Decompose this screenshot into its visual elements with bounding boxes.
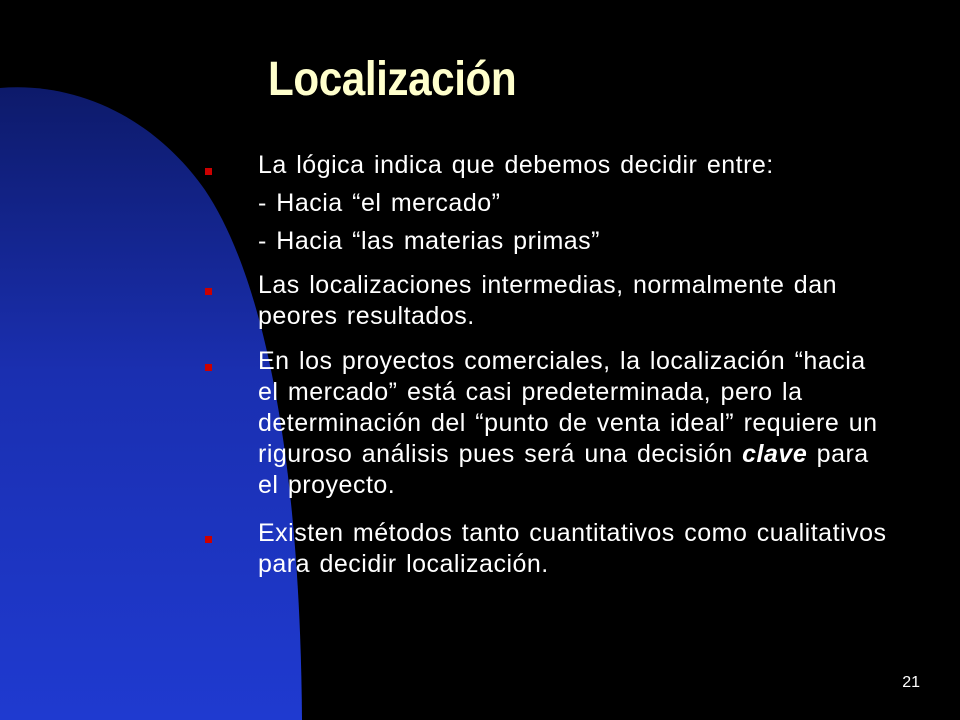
bullet-text: para el proyecto.: [258, 440, 869, 499]
bullet-text: En los proyectos comerciales, la localización “hacia el mercado” está casi predeterminada, pero la determinación del “punto de venta ideal” requiere un riguroso análisis pues será una decisión: [258, 347, 878, 468]
sub-item: - Hacia “el mercado”: [258, 189, 501, 217]
bullet-list: [200, 150, 890, 580]
bullet-item: La lógica indica que debemos decidir entre:: [200, 150, 890, 181]
page-number: 21: [902, 674, 920, 691]
emphasis-text: clave: [742, 440, 808, 468]
bullet-item: Existen métodos tanto cuantitativos como cualitativos para decidir localización.: [200, 518, 890, 580]
bullet-item: [200, 346, 890, 501]
bullet-item: Las localizaciones intermedias, normalmente dan peores resultados.: [200, 270, 890, 332]
sub-item: - Hacia “las materias primas”: [258, 227, 601, 255]
slide-title: Localización: [268, 53, 517, 106]
